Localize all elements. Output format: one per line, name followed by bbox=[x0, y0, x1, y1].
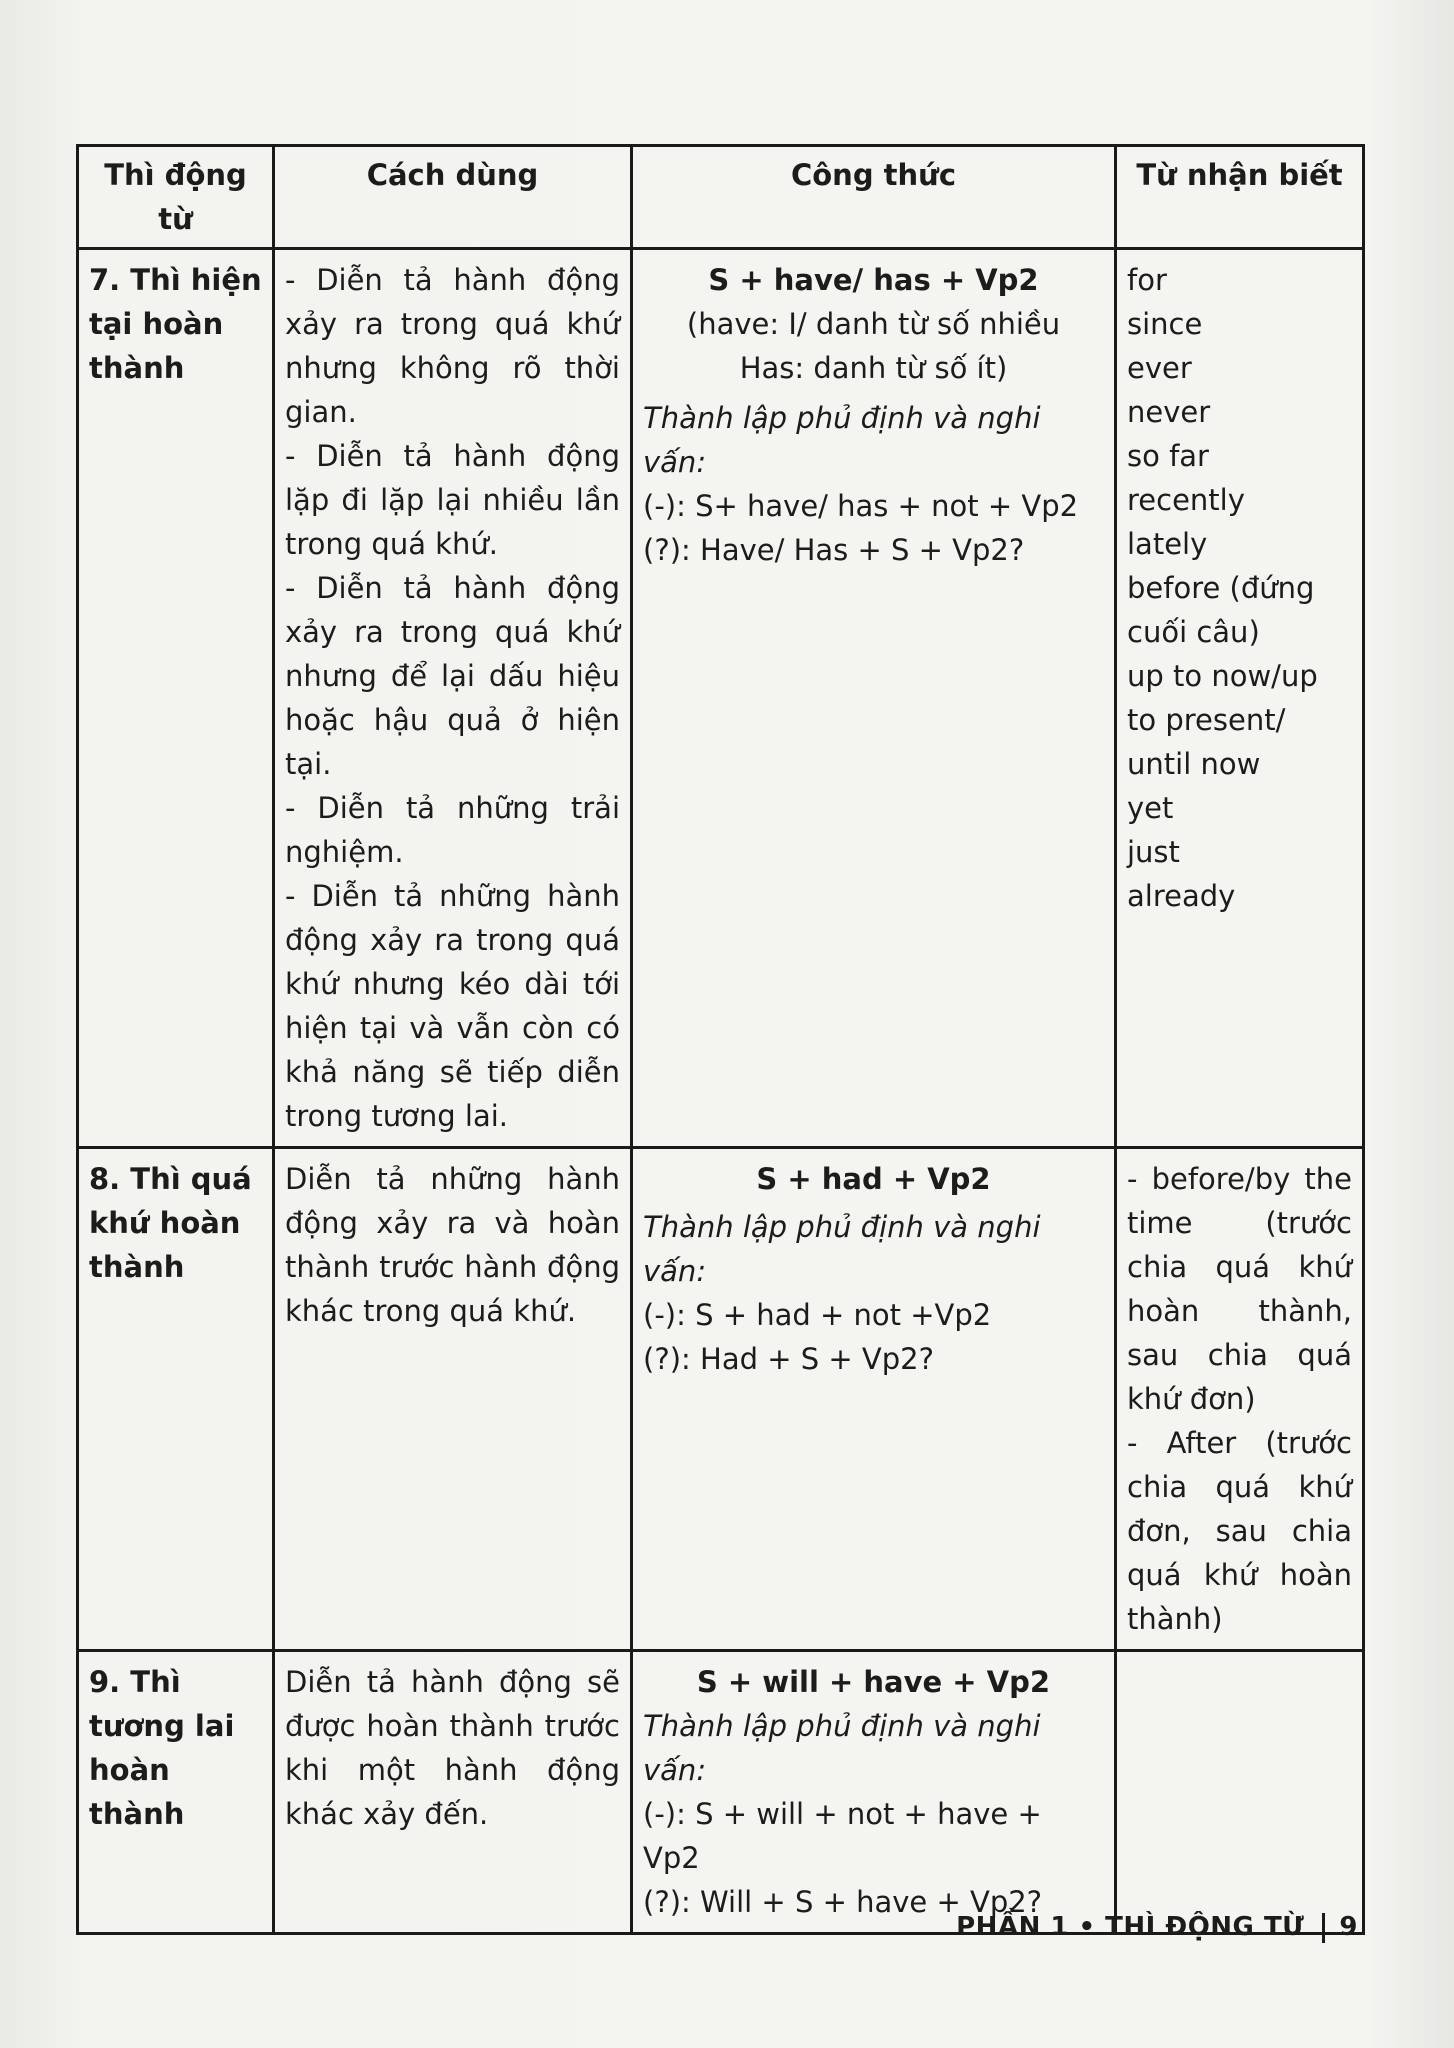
tense-name: 9. Thì tương lai hoàn thành bbox=[89, 1665, 235, 1831]
formula-cell bbox=[632, 1651, 1116, 1934]
signal-word: so far bbox=[1127, 439, 1209, 473]
signal-word: - before/by the time (trước chia quá khứ hoàn thành, sau chia quá khứ đơn) bbox=[1127, 1162, 1352, 1416]
formula-cell bbox=[632, 249, 1116, 1148]
formula-negative: (-): S + will + not + have + Vp2 bbox=[643, 1797, 1042, 1875]
table-row bbox=[78, 1651, 1364, 1934]
signal-word: lately bbox=[1127, 527, 1208, 561]
page-footer bbox=[956, 1912, 1358, 1943]
formula-note: (have: I/ danh từ số nhiều bbox=[686, 307, 1061, 341]
signal-word: just bbox=[1127, 835, 1180, 869]
signal-word: for bbox=[1127, 263, 1167, 297]
formula-heading: Thành lập phủ định và nghi vấn: bbox=[643, 1709, 1041, 1787]
usage-cell bbox=[274, 1148, 632, 1651]
header-formula: Công thức bbox=[632, 146, 1116, 249]
usage-item: Diễn tả những hành động xảy ra và hoàn thành trước hành động khác trong quá khứ. bbox=[285, 1162, 620, 1328]
tense-table bbox=[76, 144, 1365, 1935]
signal-word: yet bbox=[1127, 791, 1174, 825]
header-signals: Từ nhận biết bbox=[1116, 146, 1364, 249]
signal-word: - After (trước chia quá khứ đơn, sau chia quá khứ hoàn thành) bbox=[1127, 1426, 1352, 1636]
footer-divider bbox=[1322, 1913, 1325, 1943]
formula-main: S + will + have + Vp2 bbox=[696, 1665, 1051, 1699]
tense-name: 8. Thì quá khứ hoàn thành bbox=[89, 1162, 252, 1284]
formula-heading: Thành lập phủ định và nghi vấn: bbox=[643, 1210, 1041, 1288]
usage-item: - Diễn tả những hành động xảy ra trong quá khứ nhưng kéo dài tới hiện tại và vẫn còn có khả năng sẽ tiếp diễn trong tương lai. bbox=[285, 879, 620, 1133]
formula-main: S + have/ has + Vp2 bbox=[708, 263, 1039, 297]
formula-cell bbox=[632, 1148, 1116, 1651]
tense-cell bbox=[78, 1651, 274, 1934]
formula-question: (?): Have/ Has + S + Vp2? bbox=[643, 533, 1025, 567]
signal-word: up to now/up to present/ until now bbox=[1127, 659, 1318, 781]
signal-word: ever bbox=[1127, 351, 1192, 385]
formula-negative: (-): S+ have/ has + not + Vp2 bbox=[643, 489, 1079, 523]
page-number: 9 bbox=[1339, 1912, 1358, 1942]
usage-item: Diễn tả hành động sẽ được hoàn thành trước khi một hành động khác xảy đến. bbox=[285, 1665, 620, 1831]
table-header-row bbox=[78, 146, 1364, 249]
formula-negative: (-): S + had + not +Vp2 bbox=[643, 1298, 992, 1332]
header-tense: Thì động từ bbox=[78, 146, 274, 249]
signal-word: before (đứng cuối câu) bbox=[1127, 571, 1315, 649]
table-row bbox=[78, 249, 1364, 1148]
signals-cell bbox=[1116, 1148, 1364, 1651]
signal-word: recently bbox=[1127, 483, 1245, 517]
usage-item: - Diễn tả hành động lặp đi lặp lại nhiều lần trong quá khứ. bbox=[285, 439, 620, 561]
tense-cell bbox=[78, 249, 274, 1148]
signal-word: already bbox=[1127, 879, 1236, 913]
table-row bbox=[78, 1148, 1364, 1651]
usage-item: - Diễn tả hành động xảy ra trong quá khứ nhưng không rõ thời gian. bbox=[285, 263, 620, 429]
usage-item: - Diễn tả những trải nghiệm. bbox=[285, 791, 620, 869]
signals-cell bbox=[1116, 1651, 1364, 1934]
tense-name: 7. Thì hiện tại hoàn thành bbox=[89, 263, 262, 385]
usage-cell bbox=[274, 1651, 632, 1934]
formula-heading: Thành lập phủ định và nghi vấn: bbox=[643, 401, 1041, 479]
signals-cell bbox=[1116, 249, 1364, 1148]
formula-main: S + had + Vp2 bbox=[756, 1162, 991, 1196]
formula-note: Has: danh từ số ít) bbox=[739, 351, 1008, 385]
section-title: PHẦN 1 • THÌ ĐỘNG TỪ bbox=[956, 1912, 1305, 1942]
signal-word: never bbox=[1127, 395, 1211, 429]
usage-item: - Diễn tả hành động xảy ra trong quá khứ nhưng để lại dấu hiệu hoặc hậu quả ở hiện tại. bbox=[285, 571, 620, 781]
tense-cell bbox=[78, 1148, 274, 1651]
signal-word: since bbox=[1127, 307, 1203, 341]
usage-cell bbox=[274, 249, 632, 1148]
formula-question: (?): Will + S + have + Vp2? bbox=[643, 1885, 1043, 1919]
formula-question: (?): Had + S + Vp2? bbox=[643, 1342, 934, 1376]
header-usage: Cách dùng bbox=[274, 146, 632, 249]
